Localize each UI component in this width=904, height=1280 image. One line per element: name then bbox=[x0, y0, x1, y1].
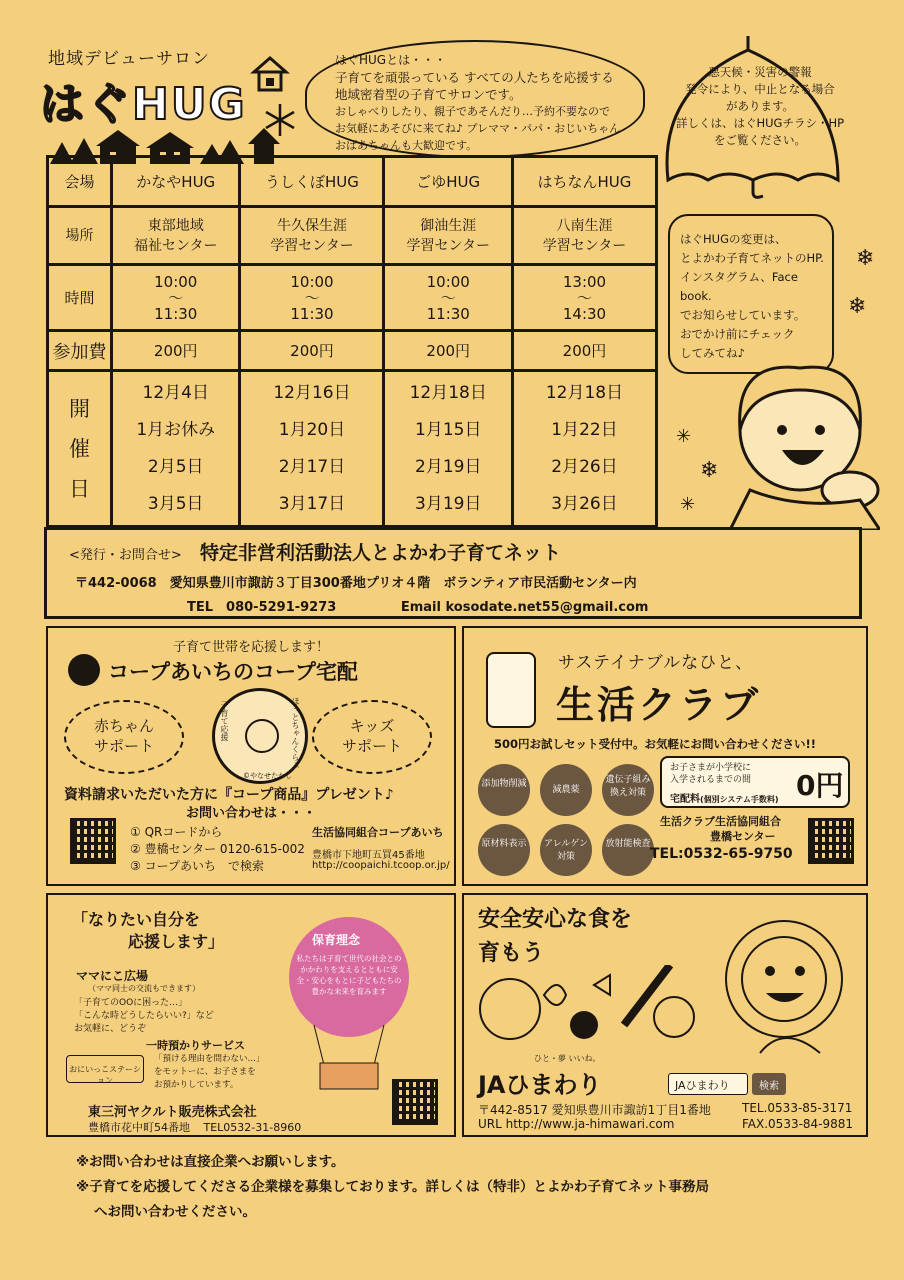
row-label-dates bbox=[48, 371, 112, 527]
badge-line: サポート bbox=[341, 737, 402, 755]
ja-ruby: ひと・夢 いいね。 bbox=[534, 1054, 601, 1063]
time-line: 13:00 bbox=[562, 272, 607, 291]
seikatsu-brand: 生活クラブ bbox=[556, 683, 762, 727]
publisher-label: <発行・お問合せ> bbox=[69, 548, 182, 563]
publisher-email[interactable]: Email kosodate.net55@gmail.com bbox=[400, 600, 649, 615]
ja-search-button[interactable]: 検索 bbox=[752, 1073, 786, 1095]
qr-code[interactable] bbox=[392, 1079, 438, 1125]
time-line: 14:30 bbox=[562, 304, 607, 323]
mama-line: お気軽に、どうぞ bbox=[74, 1024, 147, 1034]
table-row bbox=[48, 265, 657, 331]
heading-line: 育もう bbox=[478, 941, 545, 966]
intro-line: おばあちゃんも大歓迎です。 bbox=[335, 139, 478, 152]
table-row bbox=[48, 157, 657, 207]
place-cell bbox=[512, 207, 656, 265]
fee-cell: 200円 bbox=[384, 331, 512, 371]
time-line: 〜 bbox=[576, 288, 592, 307]
date-item: 2月19日 bbox=[415, 456, 482, 477]
place-line: 東部地域 bbox=[147, 217, 204, 234]
house-icon bbox=[250, 54, 290, 94]
dates-cell bbox=[512, 371, 656, 527]
intro-line: お気軽にあそびに来てね♪ プレママ・パパ・おじいちゃん bbox=[335, 122, 621, 135]
row-label-dates-char: 催 bbox=[69, 436, 90, 461]
footer-line: ※子育てを応援してくださる企業様を募集しております。詳しくは（特非）とよかわ子育てネット事務局 bbox=[76, 1179, 710, 1195]
temp-lines bbox=[154, 1053, 265, 1092]
weather-line: 発令により、中止となる場合 bbox=[685, 82, 835, 96]
date-item: 3月17日 bbox=[278, 493, 346, 514]
seikatsu-branch bbox=[660, 814, 781, 844]
publisher-heading bbox=[69, 538, 561, 565]
brand-block bbox=[40, 42, 310, 162]
publisher-box bbox=[44, 527, 862, 619]
coop-method: ① QRコードから bbox=[130, 825, 223, 839]
free-note-line: お子さまが小学校に bbox=[670, 763, 752, 773]
mama-title: ママにこ広場 bbox=[76, 969, 149, 983]
ja-himawari-ad bbox=[462, 893, 868, 1137]
time-line: 10:00 bbox=[154, 272, 198, 291]
date-item: 12月18日 bbox=[545, 382, 624, 403]
mama-line: 「子育てのOOに困った…」 bbox=[74, 998, 188, 1008]
yakult-heading bbox=[72, 909, 224, 953]
coop-brand: コープあいちのコープ宅配 bbox=[108, 660, 358, 684]
change-line: インスタグラム、Face book. bbox=[680, 270, 798, 303]
coop-baby-badge bbox=[64, 700, 184, 774]
date-item: 1月15日 bbox=[415, 419, 482, 440]
ja-tel: TEL.0533-85-3171 bbox=[742, 1101, 853, 1115]
mascot-left-text: 子育て応援 bbox=[220, 701, 229, 741]
coop-ad bbox=[46, 626, 456, 886]
balloon-title: 保育理念 bbox=[312, 933, 361, 947]
time-line: 10:00 bbox=[426, 272, 470, 291]
yakult-company: 東三河ヤクルト販売株式会社 bbox=[88, 1105, 257, 1120]
mama-lines bbox=[74, 997, 214, 1036]
date-item: 3月5日 bbox=[147, 493, 204, 514]
footer-notes bbox=[76, 1150, 856, 1225]
row-label-venue: 会場 bbox=[48, 157, 112, 207]
weather-line: があります。 bbox=[725, 99, 795, 113]
date-item: 2月5日 bbox=[147, 456, 204, 477]
qr-code[interactable] bbox=[70, 818, 116, 864]
badge: 遺伝子組み換え対策 bbox=[602, 764, 654, 816]
publisher-address: 〒442-0068 愛知県豊川市諏訪３丁目300番地プリオ４階 ボランティア市民活動センター内 bbox=[75, 576, 637, 591]
intro-speech-bubble bbox=[305, 40, 645, 158]
venue-name: ごゆHUG bbox=[384, 157, 512, 207]
mascot-face bbox=[245, 719, 279, 753]
ja-address: 〒442-8517 愛知県豊川市諏訪1丁目1番地 bbox=[478, 1103, 711, 1117]
snowflake-icon: ✳ bbox=[680, 494, 696, 515]
place-cell bbox=[112, 207, 240, 265]
row-label-time: 時間 bbox=[48, 265, 112, 331]
date-item: 12月4日 bbox=[142, 382, 209, 403]
branch-line: 豊橋センター bbox=[710, 830, 776, 843]
ja-heading bbox=[478, 903, 632, 971]
weather-line: 悪天候・災害の警報 bbox=[708, 65, 812, 79]
fee-cell: 200円 bbox=[112, 331, 240, 371]
weather-line: 詳しくは、はぐHUGチラシ・HP bbox=[675, 116, 845, 130]
place-line: 福祉センター bbox=[134, 237, 218, 254]
venue-name: かなやHUG bbox=[112, 157, 240, 207]
coop-present: 資料請求いただいた方に『コープ商品』プレゼント♪ bbox=[64, 787, 394, 803]
seikatsu-tagline: サステイナブルなひと、 bbox=[558, 653, 754, 673]
free-label-text: 宅配料 bbox=[670, 794, 700, 805]
badge: 原材料表示 bbox=[478, 824, 530, 876]
ja-fax: FAX.0533-84-9881 bbox=[742, 1117, 854, 1131]
date-item: 1月20日 bbox=[278, 419, 346, 440]
coop-tagline: 子育て世帯を応援します！ bbox=[172, 640, 329, 655]
time-cell bbox=[384, 265, 512, 331]
free-delivery-box bbox=[660, 756, 850, 808]
badge: 放射能検査 bbox=[602, 824, 654, 876]
heading-line: 安全安心な食を bbox=[478, 907, 633, 932]
badge-line: キッズ bbox=[349, 717, 395, 735]
free-label bbox=[670, 790, 779, 805]
brand-subtitle: 地域デビューサロン bbox=[48, 49, 210, 69]
place-line: 学習センター bbox=[270, 237, 354, 254]
fee-cell: 200円 bbox=[512, 331, 656, 371]
time-line: 11:30 bbox=[290, 304, 334, 323]
row-label-fee: 参加費 bbox=[48, 331, 112, 371]
yakult-address: 豊橋市花中町54番地 bbox=[88, 1121, 190, 1134]
change-notice-text bbox=[680, 230, 830, 363]
badge: アレルゲン対策 bbox=[540, 824, 592, 876]
date-item: 1月お休み bbox=[136, 419, 216, 440]
coop-inquiry: お問い合わせは・・・ bbox=[185, 806, 316, 821]
brand-title: はぐHUG bbox=[40, 79, 247, 130]
girl-illustration bbox=[690, 350, 880, 530]
free-price: 0円 bbox=[796, 769, 844, 802]
date-item: 12月18日 bbox=[409, 382, 487, 403]
qr-code[interactable] bbox=[808, 818, 854, 864]
publisher-org: 特定非営利活動法人とよかわ子育てネット bbox=[199, 542, 561, 564]
badge: 添加物削減 bbox=[478, 764, 530, 816]
place-cell bbox=[384, 207, 512, 265]
yakult-ad bbox=[46, 893, 456, 1137]
coop-logo-text: 生活協同組合コープあいち bbox=[312, 826, 444, 839]
coop-url[interactable]: http://coopaichi.tcoop.or.jp/ bbox=[312, 860, 450, 871]
publisher-contact bbox=[187, 596, 648, 615]
badge-line: 赤ちゃん bbox=[93, 717, 154, 735]
dates-cell bbox=[240, 371, 384, 527]
mascot-illustration bbox=[212, 688, 308, 784]
badge-line: サポート bbox=[93, 737, 154, 755]
sunflower-mascot bbox=[700, 903, 860, 1073]
change-line: してみてね♪ bbox=[680, 346, 745, 360]
mama-line: 「こんな時どうしたらいい?」など bbox=[74, 1011, 214, 1021]
balloon-text: 私たちは子育て世代の社会とのかかわりを支えるとともに安全・安心をもとに子どもたちの豊かな未来を育みます bbox=[296, 954, 402, 996]
date-item: 3月26日 bbox=[551, 493, 618, 514]
ja-brand: JAひまわり bbox=[478, 1071, 602, 1099]
seikatsu-offer: 500円お試しセット受付中。お気軽にお問い合わせください!! bbox=[494, 737, 816, 751]
time-line: 〜 bbox=[168, 288, 184, 307]
place-line: 学習センター bbox=[406, 237, 490, 254]
snowflake-icon: ❄ bbox=[856, 246, 875, 271]
station-logo: おにいっこステーション bbox=[66, 1055, 144, 1083]
dates-cell bbox=[384, 371, 512, 527]
time-line: 〜 bbox=[440, 288, 456, 307]
time-line: 11:30 bbox=[154, 304, 198, 323]
ja-url[interactable]: URL http://www.ja-himawari.com bbox=[478, 1117, 675, 1131]
dates-cell bbox=[112, 371, 240, 527]
heading-line: 応援します」 bbox=[128, 932, 225, 951]
time-cell bbox=[112, 265, 240, 331]
mascot-caption: ©やなせたかし bbox=[243, 772, 292, 780]
date-item: 3月19日 bbox=[415, 493, 482, 514]
intro-line: はぐHUGとは・・・ bbox=[335, 53, 447, 67]
temp-line: をモットーに、お子さまを bbox=[154, 1067, 256, 1077]
free-note bbox=[670, 762, 751, 786]
weather-line: をご覧ください。 bbox=[714, 133, 806, 147]
ja-search-input[interactable]: JAひまわり bbox=[668, 1073, 748, 1095]
publisher-tel: TEL 080-5291-9273 bbox=[187, 600, 337, 615]
row-label-dates-char: 日 bbox=[69, 476, 90, 501]
place-line: 御油生涯 bbox=[420, 217, 477, 234]
venue-name: うしくぼHUG bbox=[240, 157, 384, 207]
temp-line: 「預ける理由を問わない…」 bbox=[154, 1054, 265, 1064]
venue-name: はちなんHUG bbox=[512, 157, 656, 207]
free-sub: (個別システム手数料) bbox=[700, 795, 779, 804]
seikatsu-club-ad bbox=[462, 626, 868, 886]
date-item: 1月22日 bbox=[551, 419, 618, 440]
change-line: はぐHUGの変更は、 bbox=[680, 232, 787, 246]
intro-line: おしゃべりしたり、親子であそんだり…予約不要なので bbox=[335, 105, 610, 118]
umbrella-notice bbox=[648, 30, 858, 200]
place-line: 八南生涯 bbox=[556, 217, 613, 234]
change-line: でお知らせしています。 bbox=[680, 308, 806, 322]
snowflake-icon: ❄ bbox=[848, 294, 867, 319]
time-cell bbox=[240, 265, 384, 331]
intro-text bbox=[335, 52, 635, 154]
branch-line: 生活クラブ生活協同組合 bbox=[660, 815, 781, 828]
temp-line: お預かりしています。 bbox=[154, 1080, 239, 1090]
date-item: 2月17日 bbox=[278, 456, 346, 477]
row-label-place: 場所 bbox=[48, 207, 112, 265]
jar-illustration bbox=[486, 652, 536, 728]
date-item: 2月26日 bbox=[551, 456, 618, 477]
yakult-contact bbox=[88, 1119, 301, 1135]
place-line: 学習センター bbox=[542, 237, 627, 254]
change-line: とよかわ子育てネットのHP. bbox=[680, 251, 824, 265]
free-note-line: 入学されるまでの間 bbox=[670, 775, 752, 785]
change-line: おでかけ前にチェック bbox=[680, 327, 795, 341]
temp-title: 一時預かりサービス bbox=[146, 1039, 245, 1052]
date-item: 12月16日 bbox=[273, 382, 351, 403]
place-cell bbox=[240, 207, 384, 265]
mascot-right-text: ほっとちゃんくらぶ bbox=[291, 697, 300, 769]
time-line: 〜 bbox=[304, 288, 320, 307]
footer-line: ※お問い合わせは直接企業へお願いします。 bbox=[76, 1154, 345, 1170]
yakult-tel: TEL0532-31-8960 bbox=[203, 1121, 302, 1134]
vegetables-illustration bbox=[474, 965, 704, 1045]
seikatsu-tel: TEL:0532-65-9750 bbox=[650, 846, 793, 862]
snowflake-icon: ❄ bbox=[700, 458, 719, 483]
coop-kids-badge bbox=[312, 700, 432, 774]
fee-cell: 200円 bbox=[240, 331, 384, 371]
coop-logo-icon bbox=[68, 654, 100, 686]
weather-notice-text bbox=[670, 64, 850, 149]
table-row bbox=[48, 331, 657, 371]
schedule-table bbox=[46, 155, 658, 528]
heading-line: 「なりたい自分を bbox=[72, 910, 201, 929]
snowflake-icon bbox=[260, 100, 300, 140]
coop-method: ③ コープあいち で検索 bbox=[130, 859, 264, 873]
row-label-dates-char: 開 bbox=[69, 396, 90, 421]
snowflake-icon: ✳ bbox=[676, 426, 692, 447]
intro-line: 地域密着型の子育てサロンです。 bbox=[335, 87, 522, 102]
footer-line: へお問い合わせください。 bbox=[94, 1204, 256, 1220]
coop-methods bbox=[130, 824, 305, 875]
place-line: 牛久保生涯 bbox=[276, 217, 347, 234]
badge: 減農薬 bbox=[540, 764, 592, 816]
time-line: 11:30 bbox=[426, 304, 470, 323]
table-row bbox=[48, 207, 657, 265]
intro-line: 子育てを頑張っている すべての人たちを応援する bbox=[335, 70, 614, 85]
mama-sub: （ママ同士の交流もできます） bbox=[88, 984, 200, 993]
time-line: 10:00 bbox=[290, 272, 334, 291]
table-row bbox=[48, 371, 657, 527]
coop-address: 豊橋市下地町五買45番地 bbox=[312, 850, 425, 861]
coop-method: ② 豊橋センター 0120-615-002 bbox=[130, 842, 305, 856]
time-cell bbox=[512, 265, 656, 331]
